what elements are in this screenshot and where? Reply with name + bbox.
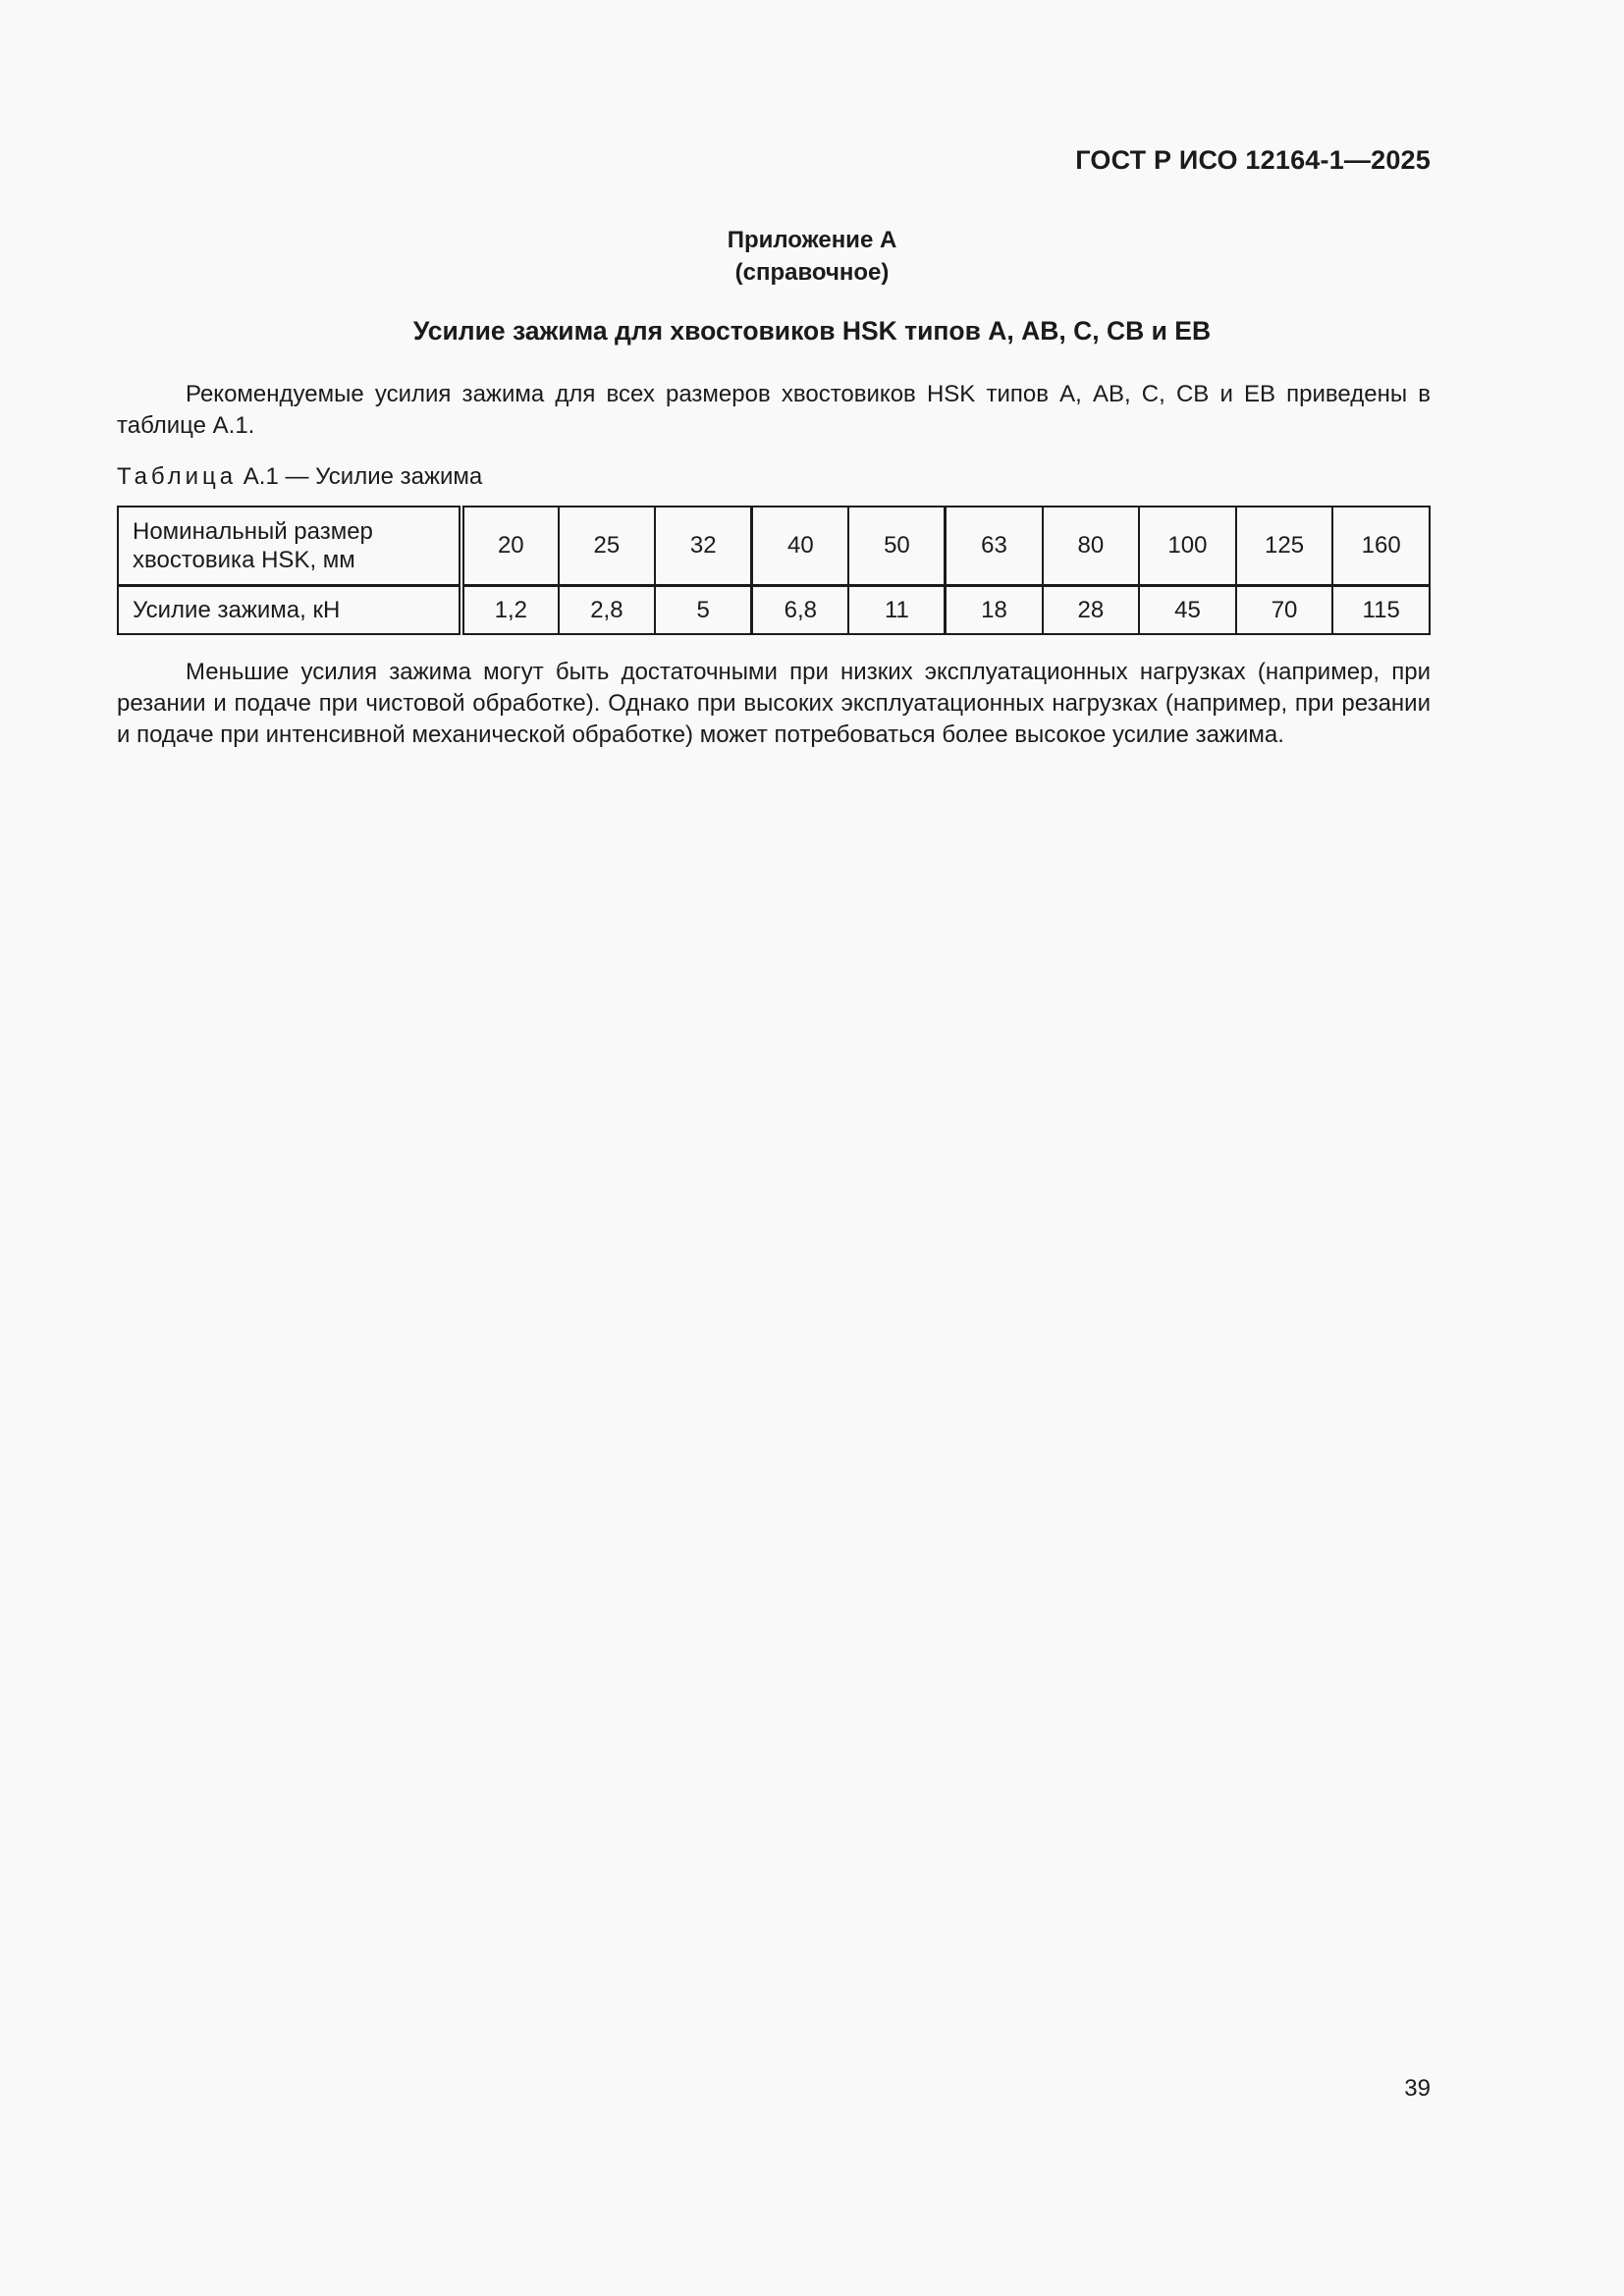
annex-heading (0, 224, 1624, 289)
table-cell: 160 (1332, 507, 1430, 586)
table-caption (117, 463, 482, 491)
table-cell: 32 (655, 507, 752, 586)
page-number: 39 (1404, 2075, 1431, 2102)
table-cell: 6,8 (752, 586, 849, 635)
table-cell: 20 (461, 507, 559, 586)
table-cell: 50 (848, 507, 946, 586)
table-cell: 25 (559, 507, 656, 586)
table-row-nominal-size (118, 507, 1430, 586)
table-cell: 63 (946, 507, 1043, 586)
table-cell: 45 (1139, 586, 1236, 635)
document-code: ГОСТ Р ИСО 12164-1—2025 (1075, 145, 1431, 175)
table-caption-prefix: Таблица (117, 463, 238, 490)
note-paragraph: Меньшие усилия зажима могут быть достаточными при низких эксплуатационных нагрузках (например, при резании и подаче при чистовой обработке). Однако при высоких эксплуатационных нагрузках (например, при резании и подаче при интенсивной механической обработке) может потребоваться более высокое усилие зажима. (117, 659, 1431, 748)
intro-paragraph: Рекомендуемые усилия зажима для всех размеров хвостовиков HSK типов А, АВ, С, СВ и ЕВ приведены в таблице А.1. (117, 381, 1431, 439)
table-cell: 28 (1043, 586, 1140, 635)
row-header-nominal-size-line2: хвостовика HSK, мм (133, 547, 355, 573)
table-cell: 125 (1236, 507, 1333, 586)
table-cell: 100 (1139, 507, 1236, 586)
section-title: Усилие зажима для хвостовиков HSK типов А, АВ, С, СВ и ЕВ (412, 316, 1212, 346)
annex-status: (справочное) (734, 259, 890, 286)
table-cell: 2,8 (559, 586, 656, 635)
row-header-nominal-size (118, 507, 461, 586)
table-caption-title: А.1 — Усилие зажима (243, 463, 483, 490)
annex-title: Приложение А (727, 227, 897, 253)
table-cell: 115 (1332, 586, 1430, 635)
clamping-force-table (117, 506, 1431, 635)
table-cell: 80 (1043, 507, 1140, 586)
row-header-nominal-size-line1: Номинальный размер (133, 518, 373, 545)
table-cell: 40 (752, 507, 849, 586)
table-cell: 70 (1236, 586, 1333, 635)
table-cell: 1,2 (461, 586, 559, 635)
table-cell: 5 (655, 586, 752, 635)
table-cell: 11 (848, 586, 946, 635)
table-cell: 18 (946, 586, 1043, 635)
table-row-clamping-force (118, 586, 1430, 635)
row-header-clamping-force: Усилие зажима, кН (118, 586, 461, 635)
